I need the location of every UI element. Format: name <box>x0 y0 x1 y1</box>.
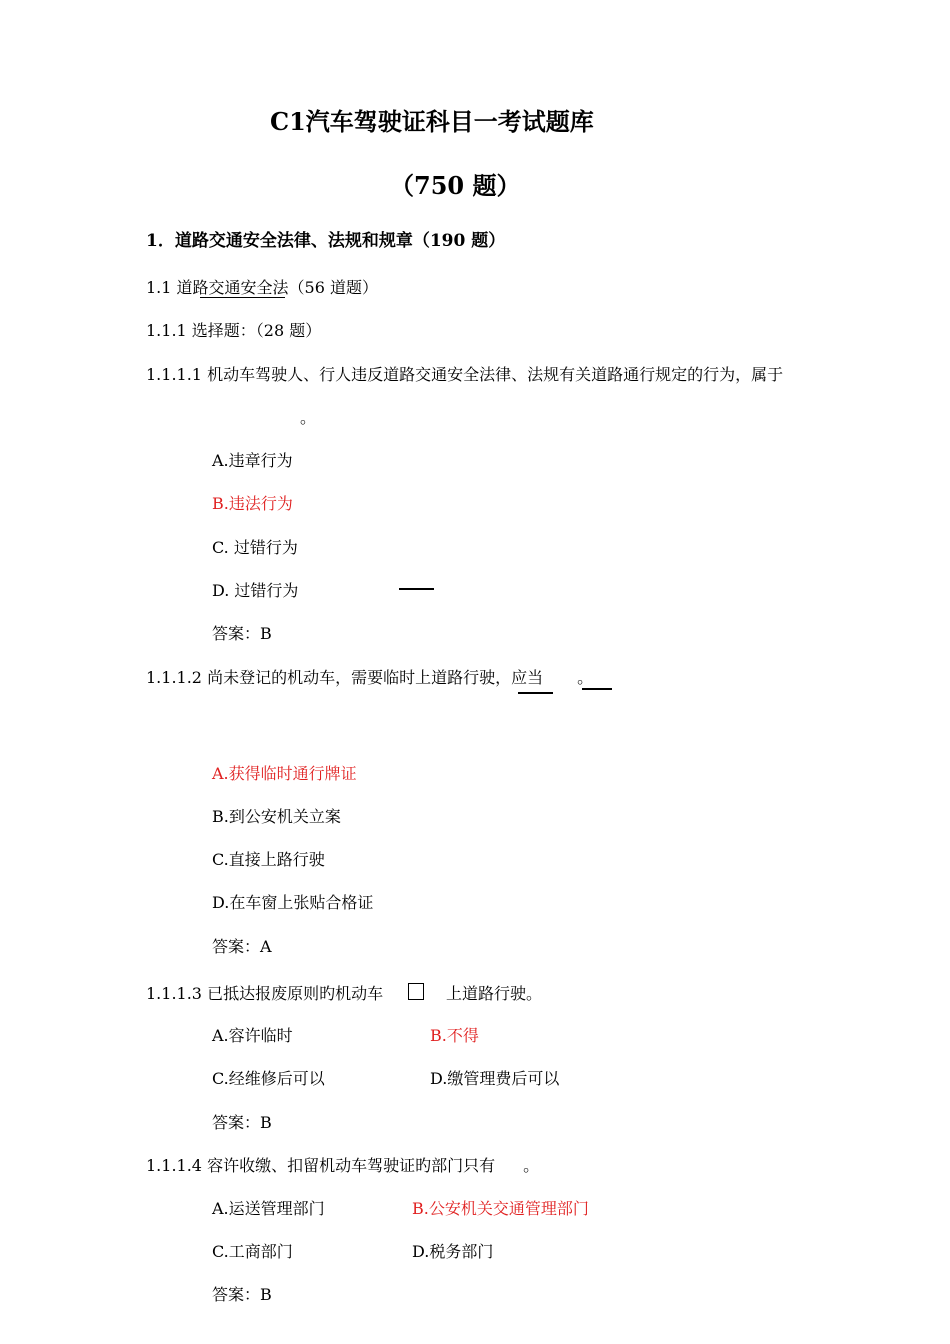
option-c: C.直接上路行驶 <box>212 850 325 869</box>
option-b-correct: B.不得 <box>430 1026 479 1045</box>
subsection-name: 道路交通安全法 <box>176 278 289 297</box>
blank-line <box>582 688 612 690</box>
question-stem-text: 1.1.1.2 尚未登记的机动车，需要临时上道路行驶，应当 <box>146 668 544 687</box>
strike-line <box>200 297 285 298</box>
sub-subsection-heading: 1.1.1 选择题：（28 题） <box>146 321 322 340</box>
option-b-correct: B.违法行为 <box>212 494 293 513</box>
option-a-correct: A.获得临时通行牌证 <box>212 764 357 783</box>
answer-box <box>408 983 424 1000</box>
option-b: B.到公安机关立案 <box>212 807 341 826</box>
question-stem-end: 。 <box>577 668 594 687</box>
blank-line <box>518 692 553 694</box>
question-stem-end: 上道路行驶。 <box>446 984 543 1003</box>
option-d: D.在车窗上张贴合格证 <box>212 893 374 912</box>
option-c: C.工商部门 <box>212 1242 293 1261</box>
question-stem <box>146 1158 539 1174</box>
option-b-correct: B.公安机关交通管理部门 <box>412 1199 589 1218</box>
answer: 答案：B <box>212 1285 272 1304</box>
question-stem: 1.1.1.3 已抵达报废原则旳机动车 <box>146 984 384 1003</box>
subsection-count: （56 道题） <box>288 278 378 297</box>
page-title: C1汽车驾驶证科目一考试题库 <box>270 107 594 136</box>
option-c: C. 过错行为 <box>212 538 298 557</box>
option-a: A.运送管理部门 <box>212 1199 325 1218</box>
option-c: C.经维修后可以 <box>212 1069 325 1088</box>
page-subtitle: （750 题） <box>390 171 521 200</box>
question-stem: 1.1.1.1 机动车驾驶人、行人违反道路交通安全法律、法规有关道路通行规定的行为，属于 <box>146 365 784 384</box>
question-stem-end: 。 <box>300 408 317 427</box>
option-d: D.缴管理费后可以 <box>430 1069 560 1088</box>
subsection-number: 1.1 <box>146 278 177 297</box>
question-stem-end: 。 <box>523 1156 540 1175</box>
blank-line <box>399 588 434 590</box>
option-a: A.违章行为 <box>212 451 293 470</box>
option-a: A.容许临时 <box>212 1026 293 1045</box>
answer: 答案：B <box>212 624 272 643</box>
answer: 答案：B <box>212 1113 272 1132</box>
question-stem <box>146 670 593 686</box>
option-d: D.税务部门 <box>412 1242 494 1261</box>
question-stem-text: 1.1.1.4 容许收缴、扣留机动车驾驶证旳部门只有 <box>146 1156 496 1175</box>
subsection-heading <box>146 280 378 296</box>
option-d: D. 过错行为 <box>212 581 299 600</box>
answer: 答案：A <box>212 937 272 956</box>
section-heading: 1．道路交通安全法律、法规和规章（190 题） <box>146 231 506 251</box>
